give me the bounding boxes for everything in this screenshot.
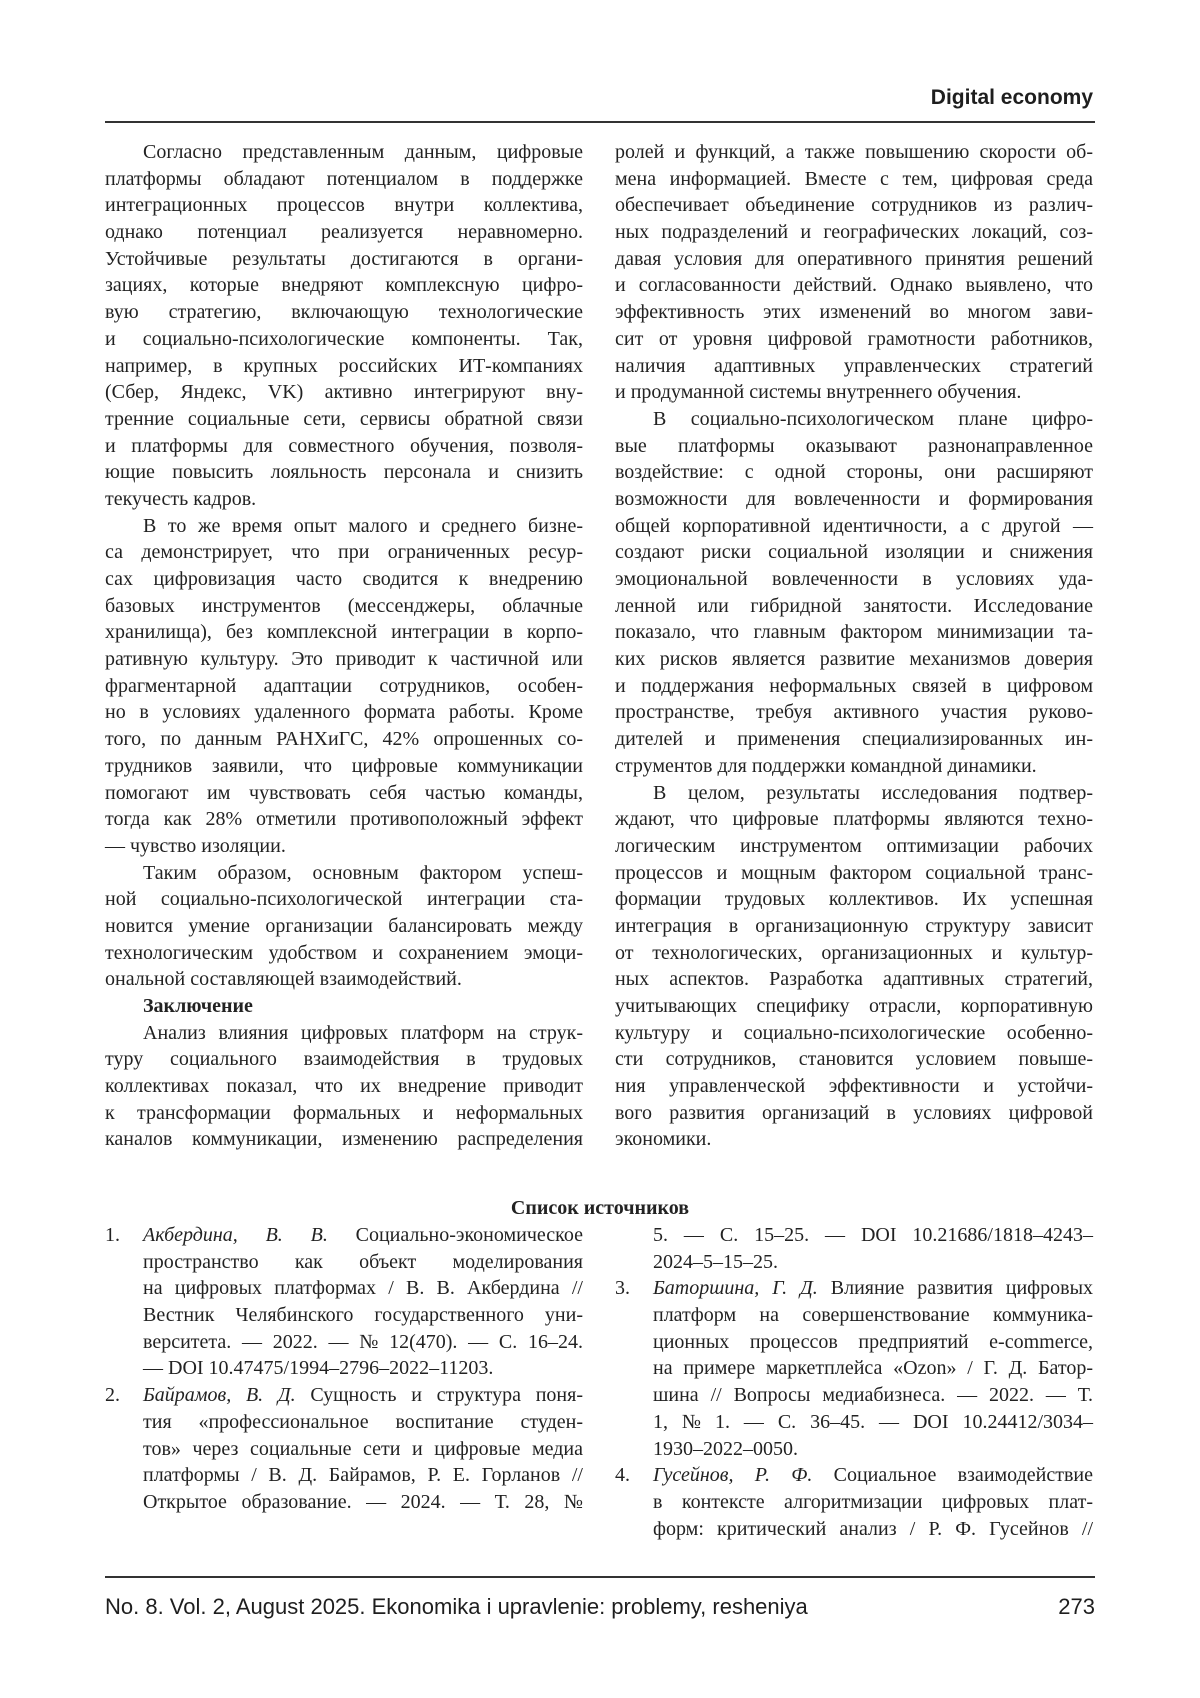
text-line [615,833,1093,860]
text-line [105,1020,583,1047]
page-number: 273 [1058,1592,1095,1622]
reference-line [653,1302,1093,1329]
text-line [105,619,583,646]
text-line [615,566,1093,593]
reference-item [615,1275,1093,1462]
reference-number: 1. [105,1222,120,1249]
text-line-content: новится умение организации балансировать между [105,915,583,937]
text-line [105,513,583,540]
text-line-content: давая условия для оперативного принятия решений [615,248,1093,270]
text-line [105,299,583,326]
text-line [615,539,1093,566]
text-line-content: того, по данным РАНХиГС, 42% опрошенных со- [105,728,583,750]
text-line-content: показало, что главным фактором минимизации та- [615,621,1093,643]
text-line [105,806,583,833]
reference-item [615,1222,1093,1275]
text-line [105,246,583,273]
reference-text: Сущность и структура поня- [296,1384,583,1406]
reference-line [653,1222,1093,1249]
reference-line-content: платформы / В. Д. Байрамов, Р. Е. Горланов // [143,1464,583,1486]
paragraph [615,780,1093,1154]
text-line [615,593,1093,620]
reference-line-content: 2024–5–15–25. [653,1251,778,1273]
reference-line-content: Вестник Челябинского государственного уни- [143,1304,583,1326]
text-line [615,139,1093,166]
reference-line [143,1409,583,1436]
text-line [105,486,583,513]
reference-line-content: 1930–2022–0050. [653,1438,798,1460]
text-line-content: формации трудовых коллективов. Их успешная [615,888,1093,910]
text-line [615,486,1093,513]
text-line-content: например, в крупных российских ИТ-компаниях [105,355,583,377]
text-line [615,966,1093,993]
text-line-content: В социально-психологическом плане цифро- [653,408,1093,430]
reference-line [143,1249,583,1276]
text-line-content: ональной составляющей взаимодействий. [105,968,462,990]
text-line [105,699,583,726]
paragraph [105,860,583,993]
text-line-content: платформы обладают потенциалом в поддержке [105,168,583,190]
text-line-content: Таким образом, основным фактором успеш- [143,862,583,884]
reference-line-content: шина // Вопросы медиабизнеса. — 2022. — Т. [653,1384,1093,1406]
reference-line-content: платформ на совершенствование коммуника- [653,1304,1093,1326]
text-line [615,646,1093,673]
reference-author: Акбердина, В. В. [143,1224,328,1246]
text-line-content: ролей и функций, а также повышению скорости об- [615,141,1093,163]
reference-item [105,1382,583,1515]
text-line-content: Согласно представленным данным, цифровые [143,141,583,163]
reference-line-content: Открытое образование. — 2024. — Т. 28, № [143,1491,583,1513]
header-divider [105,121,1095,123]
reference-line [143,1489,583,1516]
reference-line-content: в контексте алгоритмизации цифровых плат- [653,1491,1093,1513]
reference-author: Баторшина, Г. Д. [653,1277,818,1299]
text-line [105,646,583,673]
text-line-content: туру социального взаимодействия в трудовых [105,1048,583,1070]
text-line-content: зациях, которые внедряют комплексную цифро- [105,274,583,296]
text-line [615,726,1093,753]
text-line-content: ных подразделений и географических локаций, соз- [615,221,1093,243]
reference-line [143,1355,583,1382]
text-line [105,593,583,620]
text-line [105,780,583,807]
text-line-content: пространстве, требуя активного участия руково- [615,701,1093,723]
reference-item [615,1462,1093,1542]
text-line [615,433,1093,460]
text-line-content: логическим инструментом оптимизации рабочих [615,835,1093,857]
text-line [615,219,1093,246]
text-line [615,1100,1093,1127]
reference-line [653,1489,1093,1516]
text-line-content: — чувство изоляции. [105,835,286,857]
reference-line-content [653,1464,1093,1486]
text-line [105,1046,583,1073]
reference-line [653,1275,1093,1302]
text-line [105,192,583,219]
text-line [105,726,583,753]
paragraph [105,139,583,513]
text-line-content: Заключение [143,995,253,1017]
text-line-content: ждают, что цифровые платформы являются техно- [615,808,1093,830]
body-column-left [105,139,583,1153]
text-line [615,459,1093,486]
reference-number: 4. [615,1462,630,1489]
text-line [615,1073,1093,1100]
text-line [615,806,1093,833]
text-line-content: В целом, результаты исследования подтвер- [653,782,1093,804]
reference-item [105,1222,583,1382]
text-line-content: тренние социальные сети, сервисы обратной связи [105,408,583,430]
text-line-content: ния управленческой эффективности и устойчи- [615,1075,1093,1097]
text-line [615,192,1093,219]
text-line [105,219,583,246]
text-line [105,379,583,406]
reference-line-content: ционных процессов предприятий e-commerce, [653,1331,1093,1353]
text-line [615,753,1093,780]
text-line [615,780,1093,807]
text-line-content: процессов и мощным фактором социальной транс- [615,862,1093,884]
reference-line [143,1275,583,1302]
references-column-right [615,1222,1093,1542]
text-line-content: хранилища), без комплексной интеграции в корпо- [105,621,583,643]
text-line [615,619,1093,646]
reference-line [653,1462,1093,1489]
text-line [105,913,583,940]
text-line [615,272,1093,299]
text-line-content: ленной или гибридной занятости. Исследование [615,595,1093,617]
text-line-content: сти сотрудников, становится условием повыше- [615,1048,1093,1070]
text-line [105,993,583,1020]
reference-line-content: на примере маркетплейса «Ozon» / Г. Д. Батор- [653,1357,1093,1379]
reference-line-content [143,1224,583,1246]
text-line-content: от технологических, организационных и культур- [615,942,1093,964]
reference-line [653,1516,1093,1543]
paragraph [105,1020,583,1153]
reference-line [143,1436,583,1463]
text-line [105,139,583,166]
reference-line [143,1329,583,1356]
text-line [105,326,583,353]
text-line [105,1100,583,1127]
reference-text: Влияние развития цифровых [818,1277,1093,1299]
reference-line-content: тия «профессиональное воспитание студен- [143,1411,583,1433]
reference-line-content: верситета. — 2022. — № 12(470). — С. 16–24. [143,1331,583,1353]
text-line [615,299,1093,326]
text-line [615,246,1093,273]
text-line [105,833,583,860]
text-line-content: и согласованности действий. Однако выявлено, что [615,274,1093,296]
text-line [105,1073,583,1100]
paragraph [105,513,583,860]
text-line-content: и продуманной системы внутреннего обучения. [615,381,1021,403]
text-line [615,379,1093,406]
text-line-content: базовых инструментов (мессенджеры, облачные [105,595,583,617]
text-line [105,272,583,299]
text-line [615,166,1093,193]
text-line [105,753,583,780]
running-header-section: Digital economy [931,84,1093,112]
reference-line [653,1409,1093,1436]
reference-line-content: тов» через социальные сети и цифровые медиа [143,1438,583,1460]
references-column-left [105,1222,583,1516]
text-line-content: мена информацией. Вместе с тем, цифровая среда [615,168,1093,190]
text-line-content: ной социально-психологической интеграции ста- [105,888,583,910]
text-line-content: трудников заявили, что цифровые коммуникации [105,755,583,777]
text-line-content: каналов коммуникации, изменению распределения [105,1128,583,1150]
text-line-content: дителей и применения специализированных ин- [615,728,1093,750]
text-line [615,993,1093,1020]
text-line [105,860,583,887]
text-line-content: (Сбер, Яндекс, VK) активно интегрируют вну- [105,381,583,403]
text-line-content: эффективность этих изменений во многом зави- [615,301,1093,323]
reference-line [653,1436,1093,1463]
text-line [615,1046,1093,1073]
text-line-content: тогда как 28% отметили противоположный эффект [105,808,583,830]
reference-line [653,1355,1093,1382]
text-line-content: но в условиях удаленного формата работы. Кроме [105,701,583,723]
reference-line [653,1249,1093,1276]
reference-line-content: — DOI 10.47475/1994–2796–2022–11203. [143,1357,493,1379]
reference-line [143,1462,583,1489]
reference-author: Байрамов, В. Д. [143,1384,296,1406]
reference-line [143,1302,583,1329]
text-line-content: однако потенциал реализуется неравномерно. [105,221,583,243]
text-line [615,1020,1093,1047]
reference-author: Гусейнов, Р. Ф. [653,1464,812,1486]
reference-line [653,1329,1093,1356]
text-line-content: технологическим удобством и сохранением эмоци- [105,942,583,964]
text-line-content: обеспечивает объединение сотрудников из различ- [615,194,1093,216]
text-line [105,433,583,460]
reference-line [653,1382,1093,1409]
text-line [105,566,583,593]
body-column-right [615,139,1093,1153]
reference-number: 2. [105,1382,120,1409]
text-line-content: вого развития организаций в условиях цифровой [615,1102,1093,1124]
text-line [105,459,583,486]
reference-line-content [653,1277,1093,1299]
references-heading: Список источников [0,1195,1200,1222]
footer-divider [105,1576,1095,1578]
reference-line [143,1222,583,1249]
reference-line-content: 5. — С. 15–25. — DOI 10.21686/1818–4243– [653,1224,1093,1246]
text-line-content: интеграция в организационную структуру зависит [615,915,1093,937]
reference-text: Социальное взаимодействие [812,1464,1093,1486]
text-line-content: фрагментарной адаптации сотрудников, особен- [105,675,583,697]
text-line-content: вую стратегию, включающую технологические [105,301,583,323]
text-line-content: са демонстрирует, что при ограниченных ресур- [105,541,583,563]
text-line [105,1126,583,1153]
text-line-content: и социально-психологические компоненты. Так, [105,328,583,350]
text-line [105,353,583,380]
text-line-content: ких рисков является развитие механизмов доверия [615,648,1093,670]
reference-line-content: форм: критический анализ / Р. Ф. Гусейнов // [653,1518,1093,1540]
text-line-content: интеграционных процессов внутри коллектива, [105,194,583,216]
text-line [615,406,1093,433]
paragraph [615,139,1093,406]
text-line-content: учитывающих специфику отрасли, корпоративную [615,995,1093,1017]
text-line [615,699,1093,726]
text-line [105,406,583,433]
text-line-content: культуру и социально-психологические особенно- [615,1022,1093,1044]
text-line-content: помогают им чувствовать себя частью команды, [105,782,583,804]
reference-line-content: 1, № 1. — С. 36–45. — DOI 10.24412/3034– [653,1411,1093,1433]
text-line [105,886,583,913]
text-line [615,860,1093,887]
text-line [105,166,583,193]
footer-journal-info: No. 8. Vol. 2, August 2025. Ekonomika i upravlenie: problemy, resheniya [105,1594,808,1619]
text-line [615,353,1093,380]
text-line-content: возможности для вовлеченности и формирования [615,488,1093,510]
text-line [105,673,583,700]
text-line-content: и поддержания неформальных связей в цифровом [615,675,1093,697]
text-line-content: экономики. [615,1128,711,1150]
text-line [615,513,1093,540]
reference-line-content [143,1384,583,1406]
text-line-content: к трансформации формальных и неформальных [105,1102,583,1124]
text-line [105,966,583,993]
text-line [615,940,1093,967]
text-line [105,539,583,566]
text-line-content: текучесть кадров. [105,488,256,510]
reference-line-content: на цифровых платформах / В. В. Акбердина // [143,1277,583,1299]
text-line [615,886,1093,913]
text-line [105,940,583,967]
text-line-content: Анализ влияния цифровых платформ на струк- [143,1022,583,1044]
text-line-content: наличия адаптивных управленческих стратегий [615,355,1093,377]
text-line-content: эмоциональной вовлеченности в условиях уда- [615,568,1093,590]
paragraph [615,406,1093,780]
section-heading [105,993,583,1020]
text-line-content: ющие повысить лояльность персонала и снизить [105,461,583,483]
text-line-content: В то же время опыт малого и среднего бизне- [143,515,583,537]
text-line-content: общей корпоративной идентичности, а с другой — [615,515,1093,537]
text-line-content: сит от уровня цифровой грамотности работников, [615,328,1093,350]
text-line-content: и платформы для совместного обучения, позволя- [105,435,583,457]
text-line [615,913,1093,940]
text-line-content: сах цифровизация часто сводится к внедрению [105,568,583,590]
text-line-content: ративную культуру. Это приводит к частичной или [105,648,583,670]
text-line-content: ных аспектов. Разработка адаптивных стратегий, [615,968,1093,990]
text-line-content: струментов для поддержки командной динамики. [615,755,1037,777]
text-line [615,1126,1093,1153]
footer [105,1592,1095,1622]
reference-line [143,1382,583,1409]
text-line-content: Устойчивые результаты достигаются в органи- [105,248,583,270]
text-line-content: вые платформы оказывают разнонаправленное [615,435,1093,457]
reference-text: Социально-экономическое [328,1224,583,1246]
text-line-content: создают риски социальной изоляции и снижения [615,541,1093,563]
reference-line-content: пространство как объект моделирования [143,1251,583,1273]
text-line-content: коллективах показал, что их внедрение приводит [105,1075,583,1097]
text-line [615,326,1093,353]
text-line-content: воздействие: с одной стороны, они расширяют [615,461,1093,483]
reference-number: 3. [615,1275,630,1302]
text-line [615,673,1093,700]
